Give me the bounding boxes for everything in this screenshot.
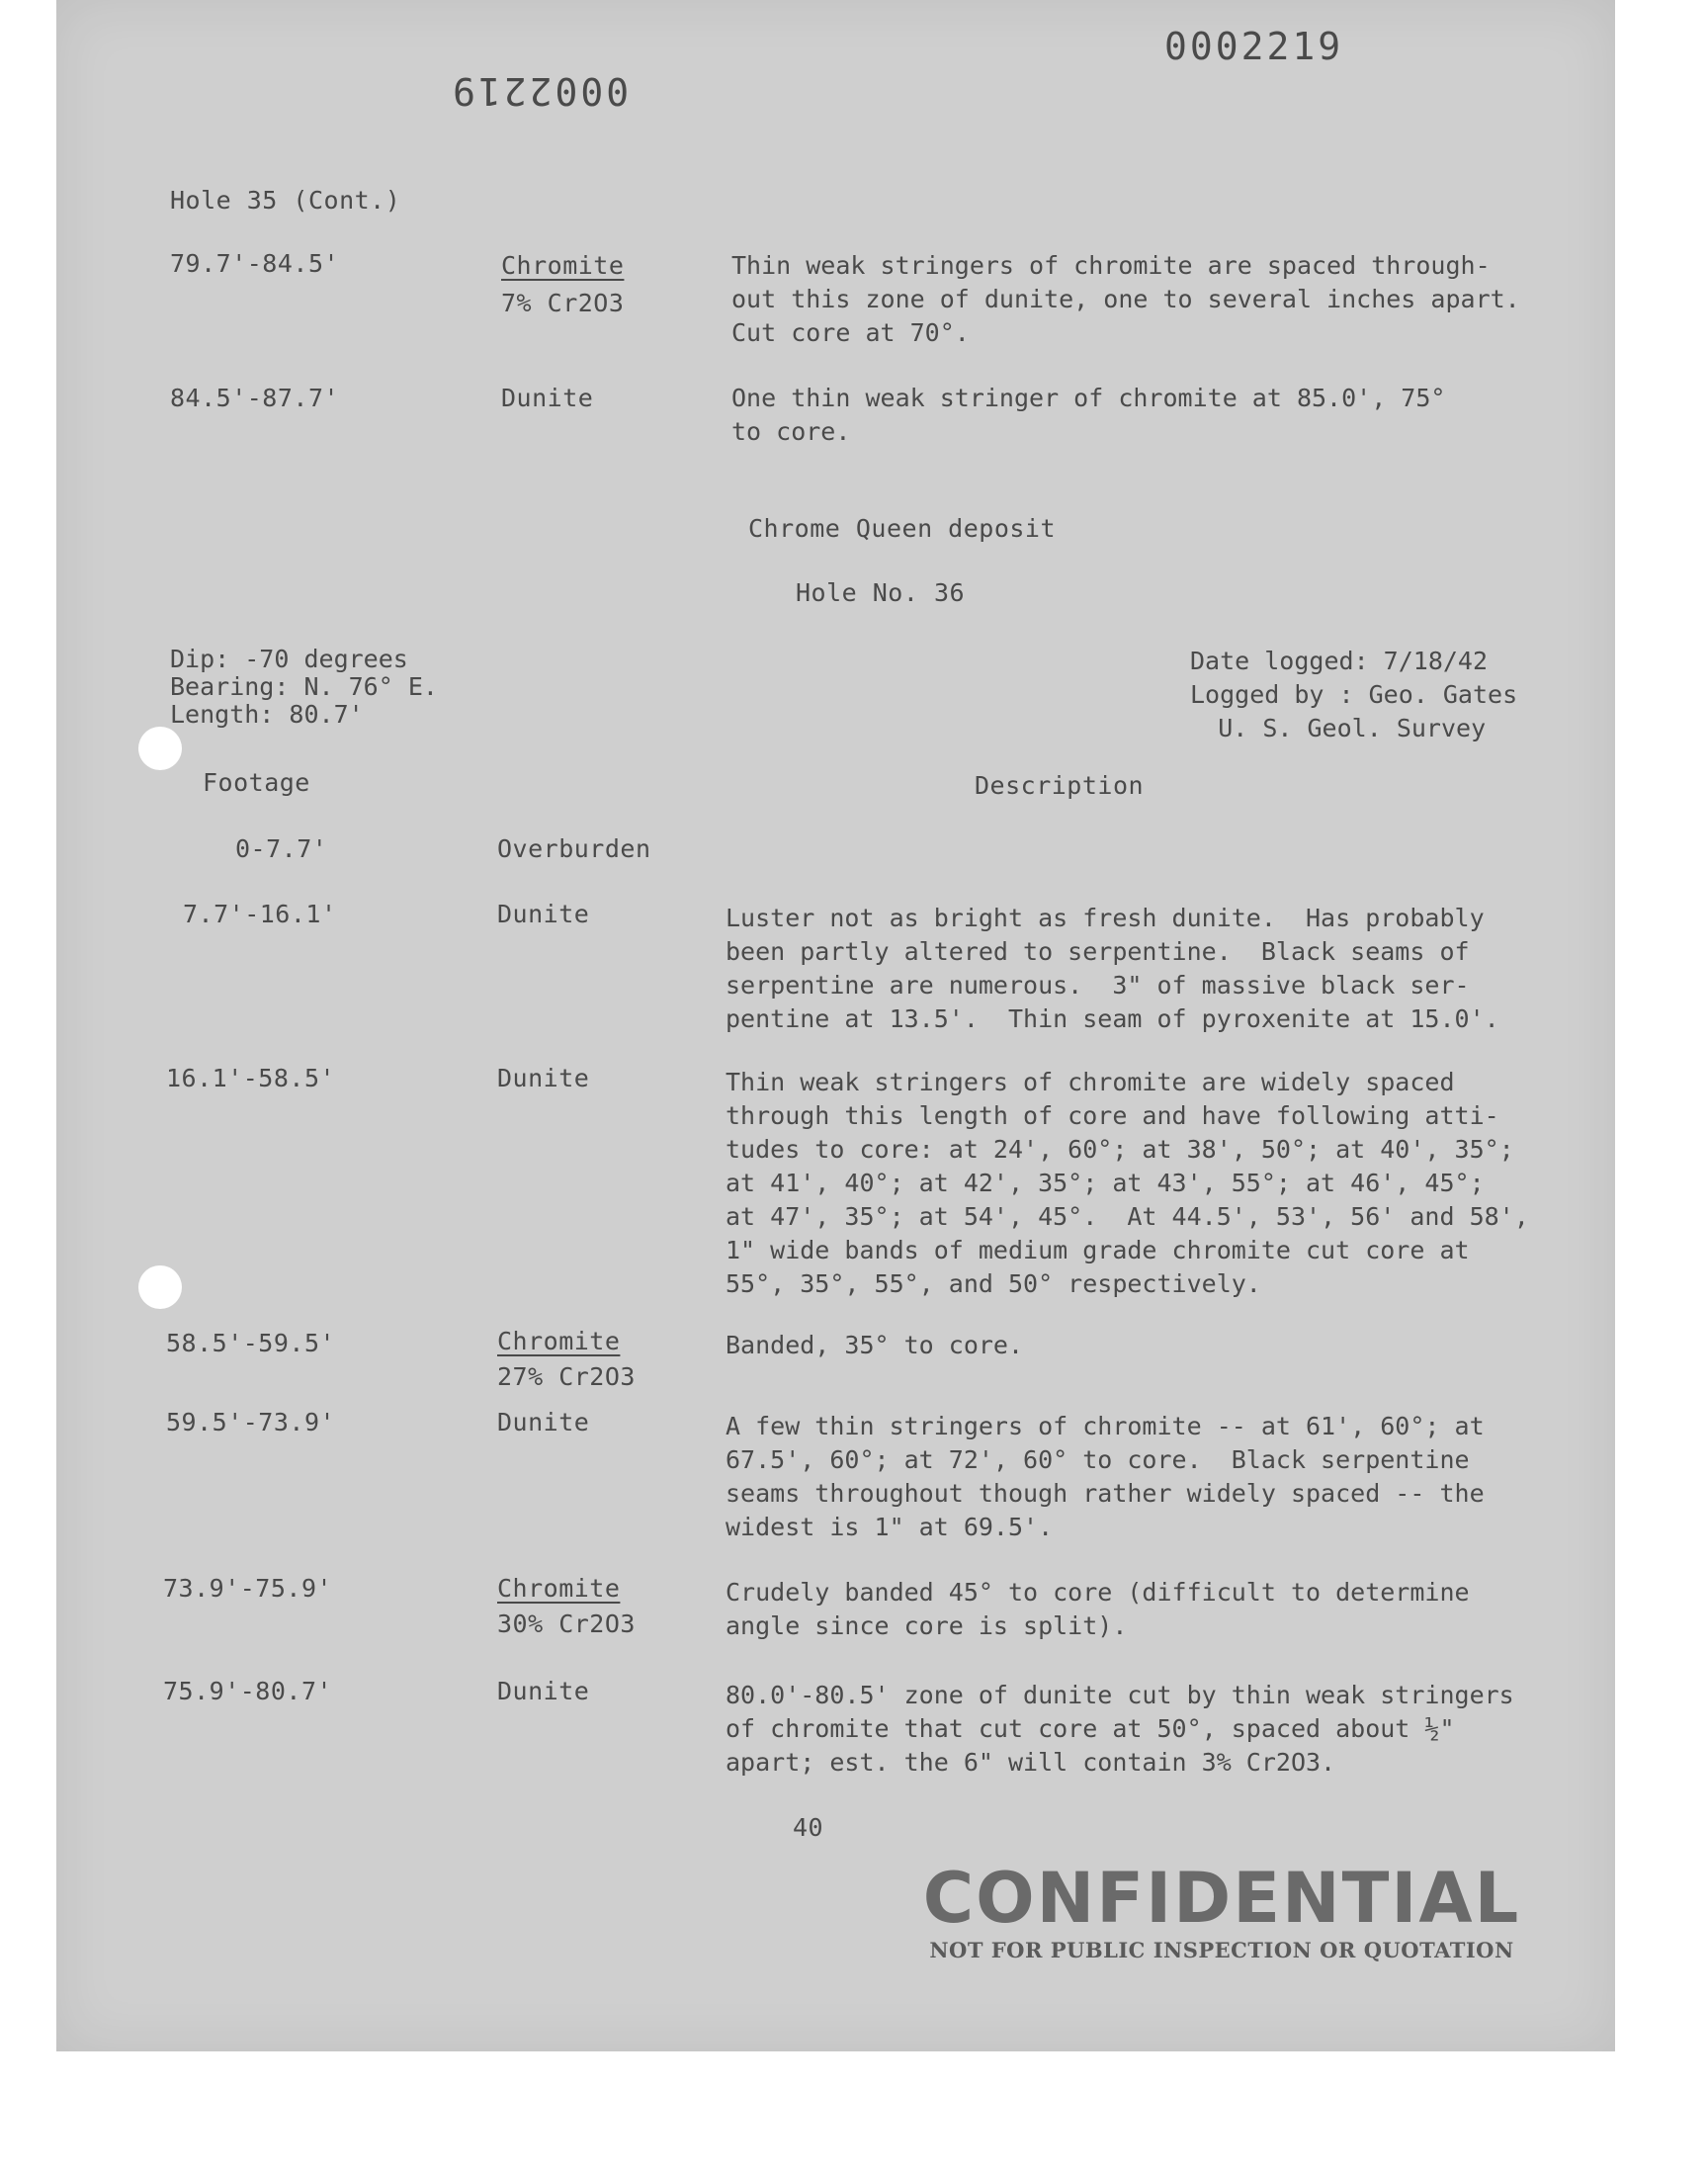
- agency: U. S. Geol. Survey: [1218, 714, 1487, 742]
- logged-by: Logged by : Geo. Gates: [1190, 680, 1518, 709]
- rock-type-cell: Chromite: [497, 1574, 621, 1603]
- footage-cell: 16.1'-58.5': [166, 1064, 336, 1092]
- rock-type-cell: Chromite: [497, 1327, 621, 1355]
- doc-number-top-right: 0002219: [1164, 25, 1344, 68]
- description-line: out this zone of dunite, one to several inches apart.: [731, 285, 1520, 313]
- description-line: widest is 1" at 69.5'.: [726, 1513, 1054, 1541]
- description-cell: [726, 1066, 1529, 1301]
- rock-type-cell: Dunite: [497, 900, 590, 928]
- description-line: Crudely banded 45° to core (difficult to determine: [726, 1578, 1470, 1607]
- description-line: at 41', 40°; at 42', 35°; at 43', 55°; at 46', 45°;: [726, 1169, 1485, 1197]
- description-cell: [726, 1576, 1470, 1643]
- confidential-stamp: CONFIDENTIAL: [922, 1858, 1521, 1939]
- description-line: Luster not as bright as fresh dunite. Has probably: [726, 904, 1485, 932]
- description-line: 67.5', 60°; at 72', 60° to core. Black serpentine: [726, 1445, 1470, 1474]
- description-line: pentine at 13.5'. Thin seam of pyroxenite at 15.0'.: [726, 1004, 1499, 1033]
- rock-type-cell: Dunite: [497, 1408, 590, 1436]
- column-header-footage: Footage: [203, 768, 310, 797]
- description-line: seams throughout though rather widely spaced -- the: [726, 1479, 1485, 1508]
- bearing: Bearing: N. 76° E.: [170, 672, 438, 701]
- deposit-title: Chrome Queen deposit: [748, 514, 1057, 543]
- description-line: 55°, 35°, 55°, and 50° respectively.: [726, 1269, 1261, 1298]
- description-cell: [726, 1329, 1023, 1362]
- grade-cell: 27% Cr2O3: [497, 1362, 636, 1391]
- footage-cell: 59.5'-73.9': [166, 1408, 336, 1436]
- rock-type-cell: Overburden: [497, 834, 651, 863]
- hole-specs: [170, 643, 438, 732]
- description-line: One thin weak stringer of chromite at 85.0', 75°: [731, 384, 1446, 412]
- description-cell: [731, 249, 1520, 350]
- footage-cell: 75.9'-80.7': [163, 1677, 333, 1705]
- grade-cell: 30% Cr2O3: [497, 1610, 636, 1638]
- rock-type-cell: Dunite: [497, 1677, 590, 1705]
- doc-number-inverted-text: 0002219: [450, 69, 630, 113]
- dip: Dip: -70 degrees: [170, 645, 408, 673]
- hole-title: Hole No. 36: [796, 578, 966, 607]
- description-line: been partly altered to serpentine. Black seams of: [726, 937, 1470, 966]
- description-line: of chromite that cut core at 50°, spaced about ½": [726, 1714, 1455, 1743]
- footage-cell: 7.7'-16.1': [183, 900, 337, 928]
- description-line: Thin weak stringers of chromite are widely spaced: [726, 1068, 1455, 1096]
- footage-cell: 58.5'-59.5': [166, 1329, 336, 1357]
- column-header-description: Description: [975, 771, 1145, 800]
- footage-cell: 84.5'-87.7': [170, 384, 340, 412]
- grade-cell: 7% Cr2O3: [501, 289, 625, 317]
- footage-cell: 79.7'-84.5': [170, 249, 340, 278]
- description-line: Banded, 35° to core.: [726, 1331, 1024, 1359]
- log-info: [1190, 645, 1517, 745]
- rock-type-cell: Chromite: [501, 251, 625, 280]
- description-line: through this length of core and have following atti-: [726, 1101, 1499, 1130]
- doc-number-inverted: [450, 69, 630, 113]
- description-cell: [726, 1679, 1514, 1780]
- description-line: Cut core at 70°.: [731, 318, 970, 347]
- description-line: at 47', 35°; at 54', 45°. At 44.5', 53', 56' and 58',: [726, 1202, 1529, 1231]
- page-number: 40: [793, 1813, 824, 1842]
- footage-cell: 73.9'-75.9': [163, 1574, 333, 1603]
- description-line: to core.: [731, 417, 851, 446]
- description-cell: [726, 1410, 1485, 1544]
- description-line: serpentine are numerous. 3" of massive black ser-: [726, 971, 1470, 1000]
- description-line: apart; est. the 6" will contain 3% Cr2O3.: [726, 1748, 1336, 1777]
- length: Length: 80.7': [170, 700, 364, 729]
- description-line: Thin weak stringers of chromite are spaced through-: [731, 251, 1491, 280]
- description-line: 1" wide bands of medium grade chromite cut core at: [726, 1236, 1470, 1264]
- description-cell: [731, 382, 1445, 449]
- description-line: angle since core is split).: [726, 1611, 1128, 1640]
- description-line: tudes to core: at 24', 60°; at 38', 50°; at 40', 35°;: [726, 1135, 1514, 1164]
- description-cell: [726, 902, 1499, 1036]
- date-logged: Date logged: 7/18/42: [1190, 647, 1489, 675]
- punch-hole-upper: [138, 727, 182, 770]
- footage-cell: 0-7.7': [235, 834, 328, 863]
- description-line: 80.0'-80.5' zone of dunite cut by thin weak stringers: [726, 1681, 1514, 1709]
- continued-header: Hole 35 (Cont.): [170, 186, 401, 215]
- rock-type-cell: Dunite: [497, 1064, 590, 1092]
- punch-hole-lower: [138, 1265, 182, 1309]
- description-line: A few thin stringers of chromite -- at 61', 60°; at: [726, 1412, 1485, 1440]
- rock-type-cell: Dunite: [501, 384, 594, 412]
- confidential-notice: NOT FOR PUBLIC INSPECTION OR QUOTATION: [929, 1938, 1514, 1962]
